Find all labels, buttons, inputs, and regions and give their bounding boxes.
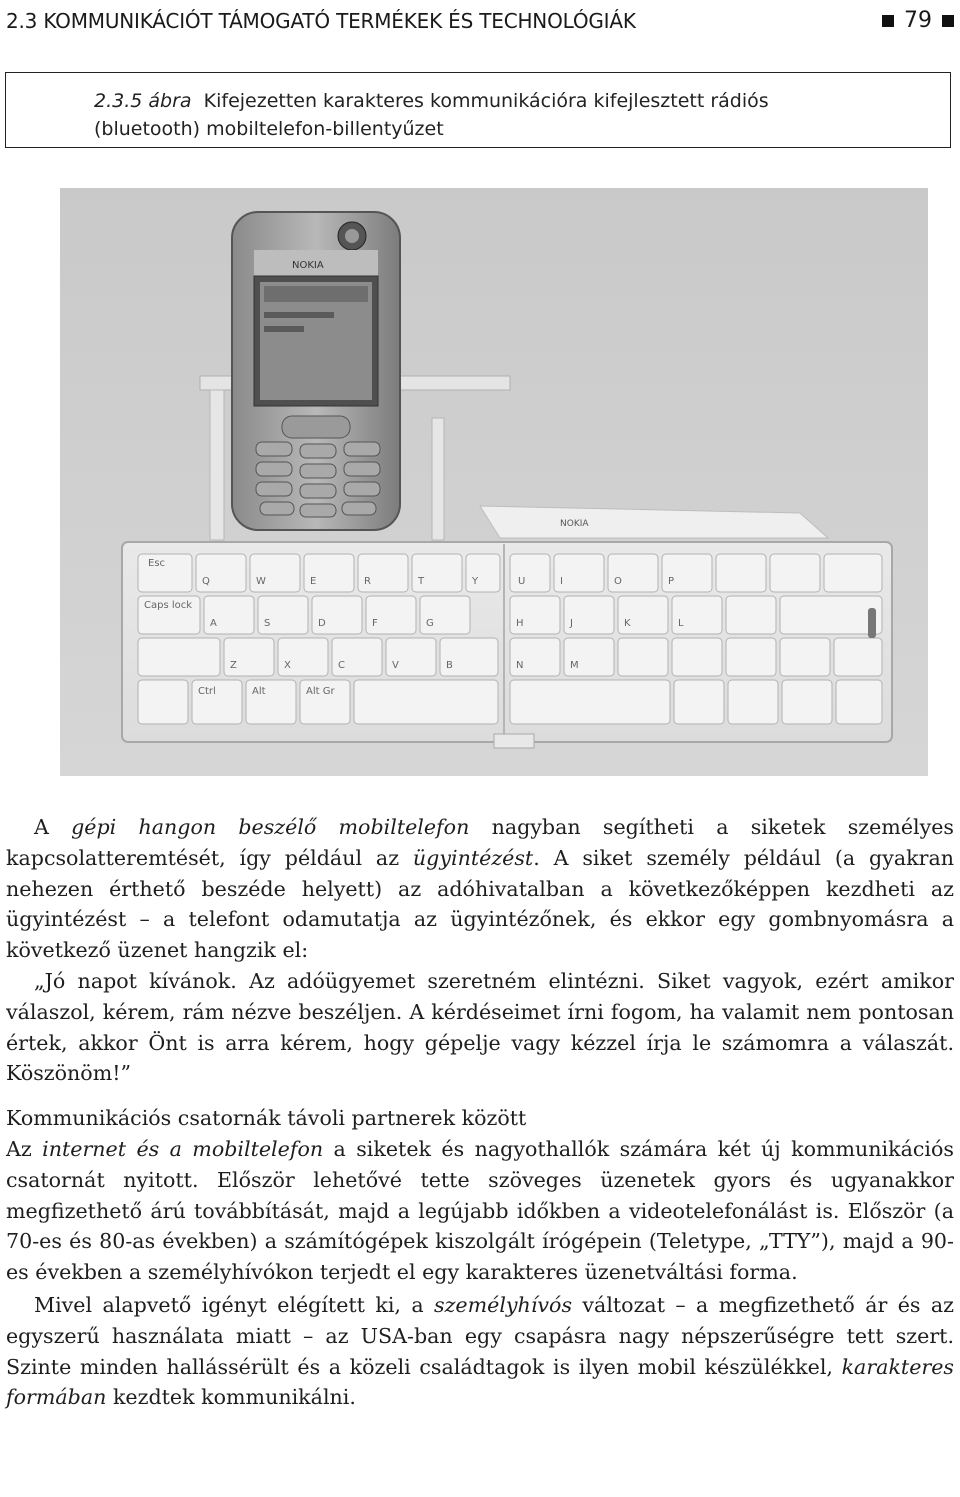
figure-caption <box>5 72 951 148</box>
emphasis: karakteres formában <box>6 1354 954 1410</box>
chapter-title: 2.3 KOMMUNIKÁCIÓT TÁMOGATÓ TERMÉKEK ÉS TECHNOLÓGIÁK <box>6 9 636 33</box>
key-label: W <box>256 576 266 587</box>
key-label: K <box>624 618 631 629</box>
paragraph-channels: Az internet és a mobiltelefon a siketek és nagyothallók számára két új kommunikációs csatornát nyitott. Először lehetővé tette szöveges üzenetek gyors és ugyanakkor megfizethető árú továbbítását, majd a legújabb időkben a videotelefonálást is. Először (a 70-es és 80-as években) a számítógépek kiszolgált írógépein (Teletype, „TTY”), majd a 90-es években a személyhívókon terjedt el egy karakteres üzenetváltási forma. <box>6 1136 954 1285</box>
square-bullet-icon <box>882 15 894 27</box>
key-label: Esc <box>148 558 166 569</box>
key-label: M <box>570 660 579 671</box>
paragraph-intro: A gépi hangon beszélő mobiltelefon nagyban segítheti a siketek személyes kapcsolatteremtését, így például az ügyintézést. A siket személy például (a gyakran nehezen érthető beszéde helyett) az adóhivatalban a következőképpen kezdheti az ügyintézést – a telefont odamutatja az ügyintézőnek, és ekkor egy gombnyomásra a következő üzenet hangzik el: <box>6 815 955 963</box>
key-label: V <box>392 660 399 671</box>
key-label: Z <box>230 660 237 671</box>
key-label: T <box>418 576 425 587</box>
key-label: Alt <box>252 686 266 697</box>
key-label: O <box>614 576 622 587</box>
key-label: C <box>338 660 345 671</box>
square-bullet-icon <box>942 15 954 27</box>
emphasis: gépi hangon beszélő mobiltelefon <box>71 815 470 839</box>
paragraph-pager: Mivel alapvető igényt elégített ki, a személyhívós változat – a megfizethető ár és az egyszerű használata miatt – az USA-ban egy csapásra nagy népszerűségre tett szert. Szinte minden hallássérült és a közeli családtagok is ilyen mobil készülékkel, karakteres formában kezdtek kommunikálni. <box>6 1292 954 1410</box>
key-label: S <box>264 618 271 629</box>
key-label: Y <box>472 576 479 587</box>
key-label: F <box>372 618 378 629</box>
keyboard-brand-label: NOKIA <box>560 519 589 529</box>
key-label: X <box>284 660 291 671</box>
key-label: A <box>210 618 217 629</box>
figure-photo <box>60 188 928 776</box>
section-heading: Kommunikációs csatornák távoli partnerek között <box>6 1106 527 1131</box>
running-head <box>6 6 954 36</box>
phone-keyboard-photo <box>60 188 928 776</box>
key-label: Caps lock <box>144 600 193 611</box>
key-label: N <box>516 660 524 671</box>
body-text <box>6 812 954 1413</box>
key-label: Q <box>202 576 210 587</box>
key-label: P <box>668 576 675 587</box>
page-number: 79 <box>904 8 932 33</box>
key-label: Ctrl <box>198 686 216 697</box>
quoted-message: „Jó napot kívánok. Az adóügyemet szeretném elintézni. Siket vagyok, ezért amikor válaszol, kérem, rám nézve beszéljen. A kérdéseimet írni fogom, ha valamit nem pontosan értek, akkor Önt is arra kérem, hogy gépelje vagy kézzel írja le számomra a válaszát. Köszönöm!” <box>6 968 954 1086</box>
phone-brand-label: NOKIA <box>292 260 324 271</box>
key-label: Alt Gr <box>306 686 335 697</box>
caption-line-1: Kifejezetten karakteres kommunikációra kifejlesztett rádiós <box>203 90 769 112</box>
key-label: R <box>364 576 371 587</box>
key-label: I <box>560 576 563 587</box>
key-label: U <box>518 576 526 587</box>
key-label: B <box>446 660 453 671</box>
key-label: E <box>310 576 317 587</box>
key-label: G <box>426 618 434 629</box>
key-label: D <box>318 618 326 629</box>
key-label: H <box>516 618 524 629</box>
emphasis: ügyintézést <box>412 845 534 870</box>
emphasis: személyhívós <box>434 1292 573 1317</box>
caption-line-2: (bluetooth) mobiltelefon-billentyűzet <box>94 118 444 140</box>
emphasis: internet és a mobiltelefon <box>42 1136 324 1161</box>
key-label: L <box>678 618 684 629</box>
key-label: J <box>570 618 573 629</box>
page-number-box <box>882 6 954 36</box>
figure-number: 2.3.5 ábra <box>94 90 192 112</box>
